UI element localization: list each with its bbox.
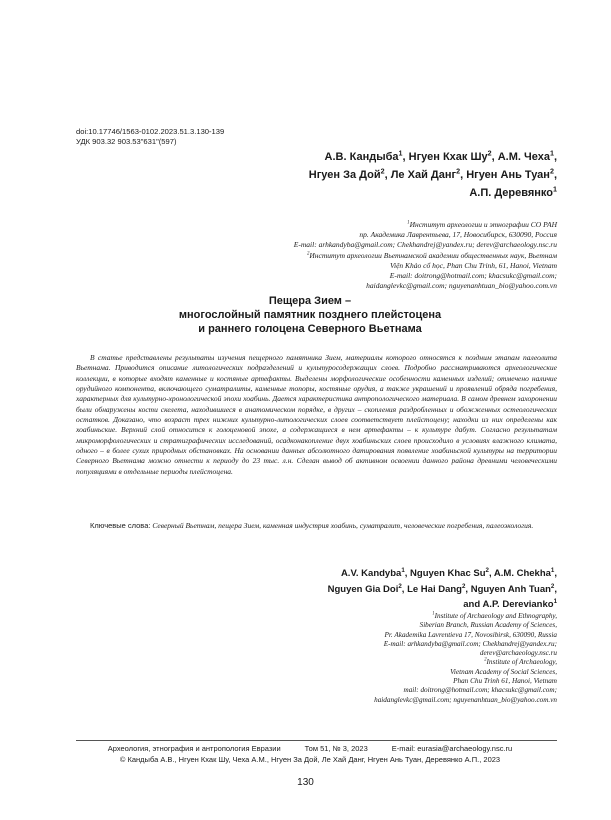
affiliation-2-name (87, 251, 557, 261)
affiliation-mark: 2 (550, 582, 555, 590)
author-name: A.V. Kandyba (340, 568, 402, 579)
title-line-1: Пещера Зием – (268, 295, 352, 307)
author-name: Нгуен За Дой (308, 169, 381, 181)
page-number: 130 (297, 777, 314, 788)
keywords-label: Ключевые слова: (90, 521, 151, 530)
affiliation-en-2-email-1[interactable]: mail: doitrong@hotmail.com; khacsukc@gmail.com; (403, 686, 557, 695)
affiliation-mark: 1 (553, 597, 557, 605)
authors-ru-line-1: А.В. Кандыба$^1$, Нгуен Кхак $Шу^2$, А.М. Чеха$^1$, (324, 149, 557, 163)
affiliation-text: Institute of Archaeology and Ethnography, (434, 612, 557, 620)
affiliation-en-1-line-1 (87, 612, 557, 621)
keywords (76, 521, 557, 531)
author-name: А.М. Чеха (497, 151, 550, 163)
authors-en-line-1: A.V. Kandyba$^1$, Nguyen Khac Su$^2$, A.M. Chekha$^1$, (340, 566, 557, 579)
journal-name: Археология, этнография и антропология Евразии (107, 744, 281, 753)
affiliation-mark: 1 (550, 566, 555, 574)
affiliations-ru (87, 220, 557, 291)
affiliation-mark: 1 (398, 149, 403, 158)
affiliation-mark: 1 (432, 611, 435, 617)
keywords-text: Северный Вьетнам, пещера Зием, каменная индустрия хоабинь, суматралит, человеческие погребения, палеоэкология. (152, 521, 534, 530)
journal-year: 2023 (351, 744, 368, 753)
affiliation-text: Институт археологии Вьетнамской академии общественных наук, Вьетнам (309, 250, 557, 260)
udk-code: УДК 903.32 903.53"631"(597) (76, 137, 177, 146)
affiliation-mark: 2 (456, 167, 461, 176)
author-name: Le Hai Dang (407, 583, 462, 595)
author-name: Nguyen Gia Doi (327, 583, 399, 595)
doi[interactable]: doi:10.17746/1563-0102.2023.51.3.130-139 (76, 127, 225, 136)
affiliation-mark: 2 (549, 167, 554, 176)
affiliation-2-address: Viện Khảo cổ học, Phan Chu Trinh, 61, Hanoi, Vietnam (389, 260, 557, 270)
journal-volume: Том 51, (304, 744, 331, 753)
article-title (60, 294, 560, 336)
author-name: Нгуен Кхак Шу (408, 151, 488, 163)
footer-divider (76, 740, 557, 741)
title-line-2: многослойный памятник позднего плейстоцена (178, 309, 442, 321)
affiliation-en-2-email-2[interactable]: haidanglevkc@gmail.com; nguyenanhtuan_bio@yahoo.com.vn (374, 695, 557, 704)
affiliation-mark: 1 (553, 185, 557, 194)
affiliation-mark: 2 (380, 167, 385, 176)
author-name: Ле Хай Данг (390, 169, 457, 181)
author-name: A.M. Chekha (493, 568, 551, 579)
affiliation-1-address: пр. Академика Лаврентьева, 17, Новосибирск, 630090, Россия (359, 230, 557, 240)
affiliation-mark: 1 (407, 220, 410, 226)
affiliation-en-2-line-1 (87, 658, 557, 667)
affiliation-mark: 1 (401, 566, 405, 574)
affiliation-mark: 2 (306, 251, 310, 257)
authors-ru (87, 148, 557, 202)
authors-en-line-2: Nguyen Gia Doi$^2$, Le Hai Dang$^2$, Nguyen Anh Tuan$^2$, (327, 582, 557, 595)
author-name: Nguyen Anh Tuan (470, 583, 551, 595)
affiliation-mark: 2 (487, 149, 492, 158)
affiliation-en-2-line-2: Vietnam Academy of Social Sciences, (450, 667, 557, 676)
affiliations-en (87, 612, 557, 705)
affiliation-en-1-email-2[interactable]: derev@archaeology.nsc.ru (479, 649, 557, 658)
affiliation-2-email-1[interactable]: E-mail: doitrong@hotmail.com; khacsukc@gmail.com; (389, 271, 557, 281)
affiliation-mark: 1 (549, 149, 554, 158)
affiliation-2-email-2[interactable]: haidanglevkc@gmail.com; nguyenanhtuan_bio@yahoo.com.vn (366, 281, 557, 291)
footer (60, 744, 560, 766)
affiliation-en-1-email-1[interactable]: E-mail: arhkandyba@gmail.com; Chekhandrej@yandex.ru; (383, 639, 557, 648)
author-name: А.П. Деревянко (469, 187, 554, 199)
affiliation-en-1-line-3: Pr. Akademika Lavrentieva 17, Novosibirsk, 630090, Russia (384, 630, 557, 639)
affiliation-text: Institute of Archaeology, (486, 658, 557, 667)
journal-info (60, 744, 560, 755)
abstract: В статье представлены результаты изучения пещерного памятника Зием, материалы которого относятся к поздним этапам палеолита Вьетнама. Приводится описание литологических подразделений и культуросодержащих слоев. Подробно рассматриваются археологические коллекции, в которые входят каменные и костяные артефакты. Выделены морфологические особенности каменных изделий; отмечено наличие орудийного компонента, включающего суматралиты, каменные топоры, костяные орудия, а также украшений и проявлений обряда погребения, характерных для культурно-хронологической эпохи хоабинь. Дается характеристика антропологического материала. В самом древнем захоронении были обнаружены кости скелета, находившиеся в анатомическом порядке, в других – скопления раздробленных и обожженных остеологических остатков. Доказано, что возраст трех нижних культурно-литологических слоев соответствует плейстоцену; находки из них определены как хоабиньские. Верхний слой относится к голоценовой эпохе, а содержащиеся в нем артефакты – к культуре дабут. Согласно результатам микроморфологических и стратиграфических исследований, осадконакопление двух хоабиньских слоев происходило в условиях влажного климата, одного – в более сухих природных обстановках. На основании данных абсолютного датирования появление хоабиньской культуры на территории Северного Вьетнама можно отнести к периоду до 23 тыс. л.н. Сделан вывод об активном освоении данного района древними человеческими популяциями в отдельные периоды плейстоцена. (76, 353, 557, 476)
author-name: Нгуен Ань Туан (466, 169, 550, 181)
affiliation-mark: 2 (485, 566, 489, 574)
copyright: © Кандыба А.В., Нгуен Кхак Шу, Чеха А.М., Нгуен За Дой, Ле Хай Данг, Нгуен Ань Туан, Деревянко А.П., 2023 (119, 754, 501, 764)
affiliation-mark: 2 (461, 582, 466, 590)
title-line-3: и раннего голоцена Северного Вьетнама (198, 323, 422, 335)
affiliation-en-2-line-3: Phan Chu Trinh 61, Hanoi, Vietnam (453, 677, 557, 686)
authors-en-line-3 (87, 597, 557, 613)
authors-ru-line-2: Нгуен За Дой$^2$, Ле Хай Данг$^2$, Нгуен Ань Туан$^2$, (308, 167, 557, 181)
journal-email[interactable]: E-mail: eurasia@archaeology.nsc.ru (391, 744, 513, 753)
doi-block (76, 127, 224, 147)
affiliation-1-email[interactable]: E-mail: arhkandyba@gmail.com; Chekhandrej@yandex.ru; derev@archaeology.nsc.ru (293, 240, 557, 250)
affiliation-en-1-line-2: Siberian Branch, Russian Academy of Sciences, (419, 621, 557, 630)
affiliation-mark: 2 (484, 658, 487, 664)
affiliation-1-name (87, 220, 557, 230)
author-name: Nguyen Khac Su (410, 568, 486, 579)
journal-issue: № 3, (332, 744, 349, 753)
author-name: and A.P. Derevianko (463, 599, 554, 610)
affiliation-mark: 2 (398, 582, 402, 590)
affiliation-text: Институт археологии и этнографии СО РАН (409, 220, 557, 229)
authors-ru-line-3 (87, 184, 557, 202)
authors-en (87, 566, 557, 613)
author-name: А.В. Кандыба (324, 151, 399, 163)
